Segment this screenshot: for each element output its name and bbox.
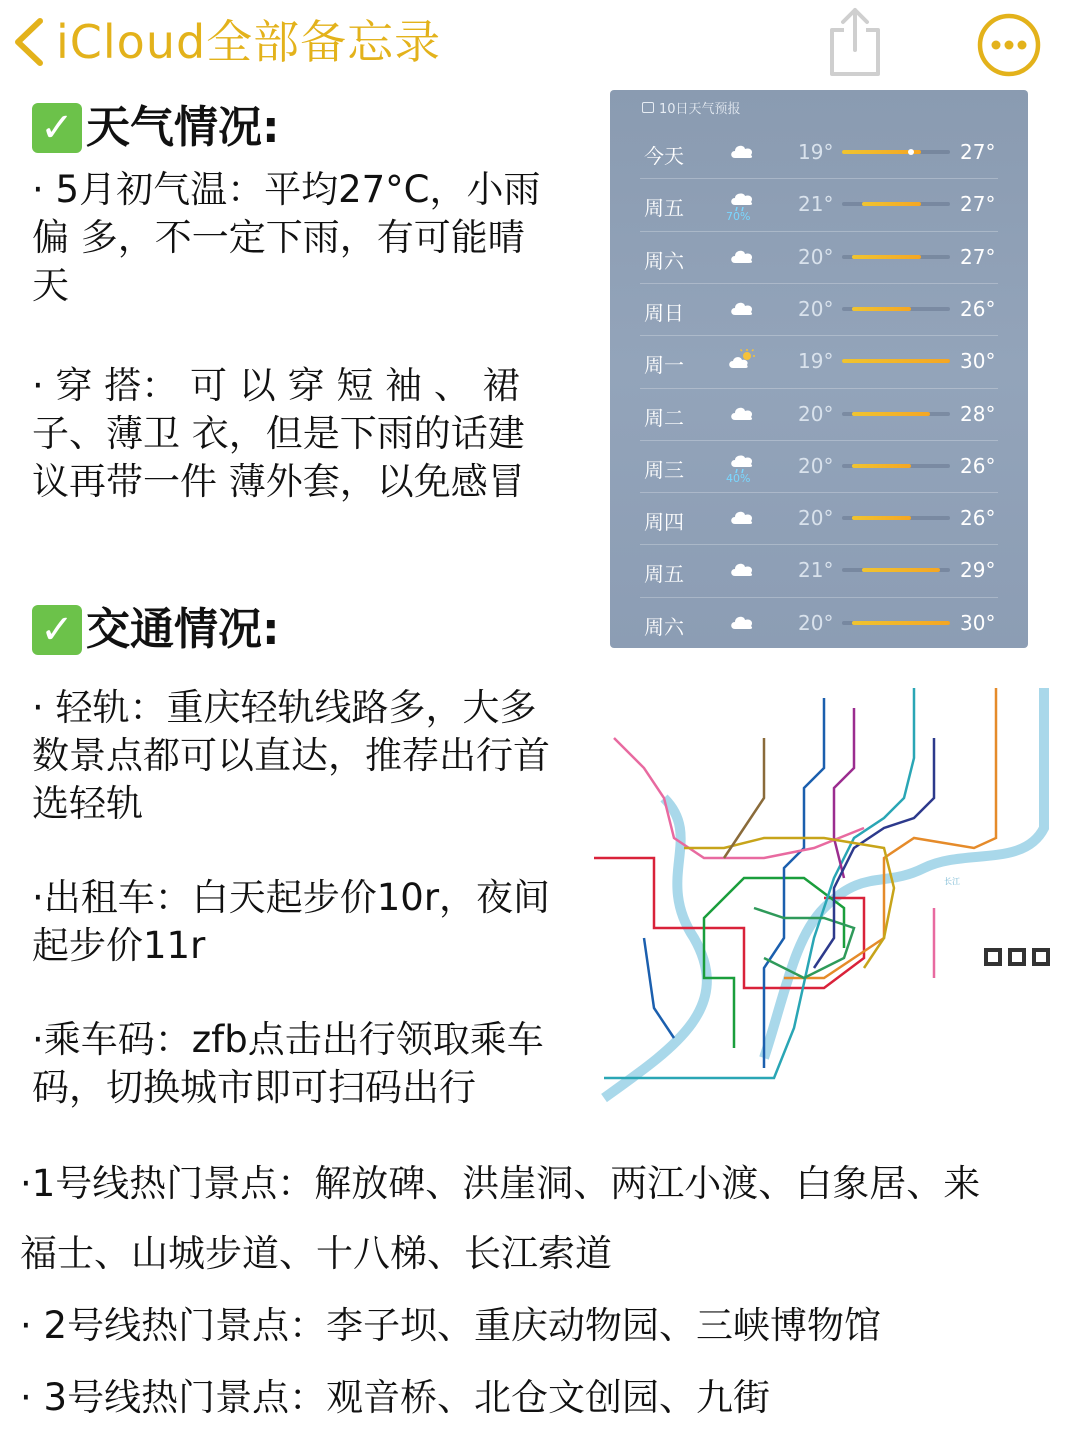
forecast-high: 27°: [960, 192, 996, 217]
back-label: iCloud全部备忘录: [56, 15, 442, 69]
forecast-row: [610, 335, 1028, 387]
forecast-row: [610, 544, 1028, 596]
forecast-low: 20°: [798, 296, 834, 321]
row-separator: [640, 597, 998, 598]
cloud-icon: [728, 140, 756, 160]
temp-range-bar: [842, 359, 950, 363]
temp-range-track: [842, 150, 950, 154]
temp-range-bar: [852, 621, 950, 625]
forecast-low: 20°: [798, 244, 834, 269]
cloud-icon: [728, 245, 756, 265]
cloud-icon: [728, 558, 756, 578]
row-separator: [640, 440, 998, 441]
row-separator: [640, 178, 998, 179]
share-icon: [826, 4, 884, 78]
row-separator: [640, 544, 998, 545]
row-separator: [640, 335, 998, 336]
current-temp-dot: [908, 149, 914, 155]
share-button[interactable]: [826, 4, 884, 82]
chevron-left-icon: [10, 15, 46, 69]
precip-chance: 70%: [726, 210, 751, 224]
metro-map: [584, 678, 1054, 1116]
cloud-icon: [728, 402, 756, 422]
more-button[interactable]: [976, 12, 1042, 82]
traffic-taxi-text: ·出租车：白天起步价10r，夜间起步价11r: [32, 876, 551, 967]
check-icon: ✓: [32, 605, 82, 655]
temp-range-bar: [862, 202, 921, 206]
temp-range-bar: [852, 307, 911, 311]
river: [764, 688, 1044, 1058]
forecast-row: [610, 126, 1028, 178]
forecast-high: 26°: [960, 506, 996, 531]
row-separator: [640, 492, 998, 493]
forecast-row: [610, 388, 1028, 440]
metro-legend: [984, 948, 1050, 966]
precip-chance: 40%: [726, 471, 751, 485]
forecast-row: [610, 597, 1028, 648]
weather-outfit-text: · 穿 搭： 可 以 穿 短 袖 、 裙子、薄卫 衣，但是下雨的话建议再带一件 薄外套，以免感冒: [32, 364, 525, 503]
forecast-high: 30°: [960, 610, 996, 635]
row-separator: [640, 283, 998, 284]
temp-range-track: [842, 307, 950, 311]
forecast-row: [610, 231, 1028, 283]
weather-forecast-card: [610, 90, 1028, 648]
temp-range-track: [842, 568, 950, 572]
temp-range-bar: [862, 568, 941, 572]
forecast-day: 周三: [644, 457, 684, 482]
forecast-row: [610, 492, 1028, 544]
temp-range-bar: [852, 412, 931, 416]
temp-range-track: [842, 202, 950, 206]
forecast-low: 20°: [798, 453, 834, 478]
rain-cloud-icon: [728, 192, 756, 212]
river: [604, 798, 707, 1098]
forecast-day: 周一: [644, 353, 684, 378]
forecast-day: 周四: [644, 510, 684, 535]
line1-text-b: 福士、山城步道、十八梯、长江索道: [20, 1232, 612, 1275]
nav-bar: [0, 0, 1080, 90]
metro-line: [644, 938, 674, 1038]
forecast-day: 今天: [644, 144, 684, 168]
forecast-high: 29°: [960, 558, 996, 583]
temp-range-track: [842, 255, 950, 259]
weather-temp-text: · 5月初气温：平均27°C，小雨偏 多，不一定下雨，有可能晴天: [32, 168, 541, 307]
cloud-icon: [728, 611, 756, 631]
temp-range-track: [842, 464, 950, 468]
weather-heading: [32, 100, 280, 156]
forecast-high: 26°: [960, 453, 996, 478]
forecast-low: 19°: [798, 140, 834, 164]
line2-text: · 2号线热门景点：李子坝、重庆动物园、三峡博物馆: [20, 1304, 882, 1347]
forecast-day: 周六: [644, 248, 684, 273]
temp-range-bar: [852, 255, 921, 259]
forecast-high: 26°: [960, 296, 996, 321]
forecast-row: [610, 178, 1028, 230]
forecast-low: 20°: [798, 506, 834, 531]
more-icon: [976, 12, 1042, 78]
forecast-low: 21°: [798, 558, 834, 583]
forecast-low: 21°: [798, 192, 834, 217]
traffic-rail-text: · 轻轨：重庆轻轨线路多，大多数景点都可以直达，推荐出行首选轻轨: [32, 686, 550, 825]
metro-line: [814, 738, 934, 968]
back-button[interactable]: [10, 12, 441, 72]
forecast-row: [610, 440, 1028, 492]
forecast-low: 20°: [798, 610, 834, 635]
temp-range-track: [842, 359, 950, 363]
weather-card-title: [642, 98, 741, 117]
weather-card-title-label: 10日天气预报: [659, 102, 741, 117]
forecast-day: 周日: [644, 300, 684, 325]
temp-range-bar: [852, 516, 911, 520]
forecast-high: 27°: [960, 140, 996, 164]
forecast-day: 周五: [644, 562, 684, 587]
rain-cloud-icon: [728, 454, 756, 474]
line3-text: · 3号线热门景点：观音桥、北仓文创园、九街: [20, 1376, 771, 1419]
cloud-icon: [728, 297, 756, 317]
metro-map-image: [584, 678, 1054, 1116]
temp-range-bar: [852, 464, 911, 468]
forecast-high: 30°: [960, 349, 996, 374]
metro-line: [614, 738, 864, 858]
row-separator: [640, 231, 998, 232]
forecast-row: [610, 283, 1028, 335]
traffic-code-text: ·乘车码：zfb点击出行领取乘车码，切换城市即可扫码出行: [32, 1018, 544, 1109]
check-icon: ✓: [32, 103, 82, 153]
temp-range-track: [842, 412, 950, 416]
traffic-heading-label: 交通情况:: [86, 604, 280, 655]
row-separator: [640, 388, 998, 389]
forecast-day: 周二: [644, 405, 684, 430]
calendar-icon: [642, 102, 654, 113]
traffic-heading: [32, 602, 280, 658]
forecast-high: 28°: [960, 401, 996, 426]
sun-cloud-icon: [728, 349, 756, 369]
forecast-low: 20°: [798, 401, 834, 426]
cloud-icon: [728, 506, 756, 526]
temp-range-track: [842, 621, 950, 625]
forecast-low: 19°: [798, 349, 834, 374]
weather-heading-label: 天气情况:: [86, 102, 280, 153]
forecast-day: 周五: [644, 196, 684, 221]
river-label: 长江: [944, 877, 960, 886]
forecast-day: 周六: [644, 614, 684, 639]
temp-range-track: [842, 516, 950, 520]
line1-text-a: ·1号线热门景点：解放碑、洪崖洞、两江小渡、白象居、来: [20, 1162, 981, 1205]
forecast-high: 27°: [960, 244, 996, 269]
